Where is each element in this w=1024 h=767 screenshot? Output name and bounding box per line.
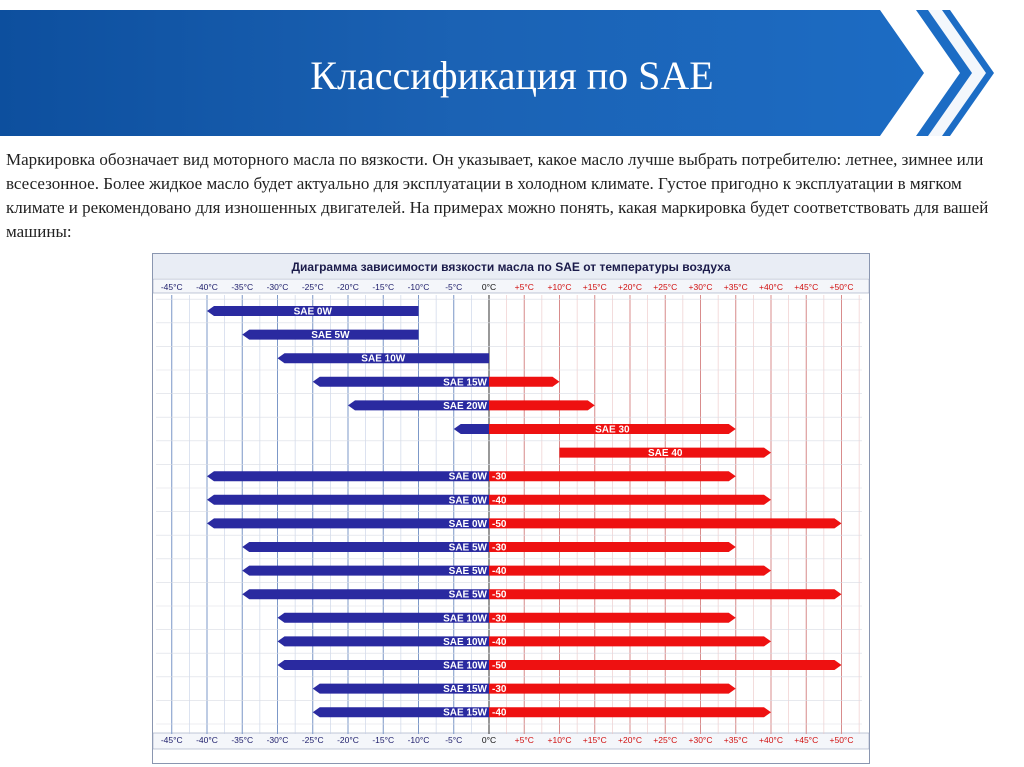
bar-label-winter: SAE 10W [443,660,487,672]
bottom-tick-label: -10°C [407,735,430,745]
bar-warm [489,377,560,387]
top-tick-label: +10°C [547,282,572,292]
bottom-tick-label: +20°C [618,735,642,745]
bar-warm [489,542,736,552]
bottom-tick-label: +35°C [723,735,748,745]
bar-label-winter: SAE 15W [443,377,487,389]
bottom-tick-label: +50°C [829,735,854,745]
top-tick-label: -30°C [266,282,289,292]
bottom-tick-label: -40°C [196,735,218,745]
top-tick-label: 0°C [481,282,497,292]
bar-label-summer: -30 [492,471,507,483]
top-tick-label: +35°C [723,282,748,292]
bottom-tick-label: +15°C [582,735,607,745]
bottom-tick-label: -45°C [160,735,183,745]
top-tick-label: -5°C [445,282,463,292]
top-tick-label: +15°C [582,282,607,292]
bar-cold [207,518,489,528]
bar-label-summer: -30 [492,613,507,625]
bar-warm [489,684,736,694]
bottom-tick-label: +45°C [794,735,819,745]
bar-label-winter: SAE 5W [448,566,487,578]
bottom-tick-label: -35°C [231,735,254,745]
bar-warm [489,495,771,505]
bar-label-summer: -50 [492,589,507,601]
bar-warm [489,636,771,646]
top-tick-label: -10°C [407,282,430,292]
bar-label-winter: SAE 5W [311,330,350,342]
bottom-tick-label: -5°C [445,735,463,745]
bottom-tick-label: -15°C [372,735,395,745]
bar-label-winter: SAE 10W [443,636,487,648]
title-banner [0,10,1024,136]
bar-label-summer: SAE 40 [648,448,683,460]
bar-label-winter: SAE 10W [361,353,406,365]
bottom-tick-label: +10°C [547,735,572,745]
bar-label-summer: -40 [492,636,507,648]
bar-warm [489,471,736,481]
chart-title: Диаграмма зависимости вязкости масла по SAE от температуры воздуха [291,260,731,274]
bar-warm [489,707,771,717]
bottom-tick-label: +5°C [514,735,534,745]
bar-label-summer: -50 [492,660,507,672]
top-tick-label: +30°C [688,282,713,292]
bottom-tick-label: 0°C [481,735,497,745]
bar-cold [207,495,489,505]
top-tick-label: -35°C [231,282,254,292]
bar-warm [489,400,595,410]
bottom-tick-label: -20°C [337,735,359,745]
bar-label-summer: SAE 30 [595,424,630,436]
bar-label-winter: SAE 0W [448,518,487,530]
top-tick-label: -20°C [337,282,359,292]
bar-label-summer: -40 [492,707,507,719]
top-tick-label: -40°C [196,282,218,292]
bar-label-winter: SAE 5W [448,542,487,554]
bar-label-winter: SAE 15W [443,684,487,696]
top-tick-label: +50°C [829,282,854,292]
bar-label-winter: SAE 5W [448,589,487,601]
bottom-tick-label: +30°C [688,735,713,745]
page-title: Классификация по SAE [310,53,714,98]
top-tick-label: +5°C [514,282,534,292]
bar-label-winter: SAE 10W [443,613,487,625]
top-tick-label: -15°C [372,282,395,292]
bottom-tick-label: -25°C [301,735,324,745]
bar-label-summer: -40 [492,495,507,507]
viscosity-chart [152,253,870,764]
bar-warm [489,589,842,599]
top-tick-label: -25°C [301,282,324,292]
top-tick-label: +45°C [794,282,819,292]
chevron-decoration-icon [880,10,1024,136]
bar-warm [489,660,842,670]
intro-paragraph: Маркировка обозначает вид моторного масла по вязкости. Он указывает, какое масло лучше выбрать потребителю: летнее, зимнее или всесезонное. Более жидкое масло будет актуально для эксплуатации в холодном климате. Густое пригодно к эксплуатации в мягком климате и рекомендовано для изношенных двигателей. На примерах можно понять, какая маркировка будет соответствовать для вашей машины: [6,150,989,241]
bar-label-summer: -50 [492,518,507,530]
bar-warm [489,613,736,623]
bar-warm [489,566,771,576]
bar-label-summer: -30 [492,684,507,696]
bar-label-summer: -30 [492,542,507,554]
bar-cold [207,471,489,481]
bar-label-winter: SAE 0W [448,495,487,507]
top-tick-label: +20°C [618,282,642,292]
top-tick-label: +25°C [653,282,678,292]
bar-cold [454,424,489,434]
top-tick-label: +40°C [759,282,783,292]
bar-label-winter: SAE 15W [443,707,487,719]
bar-warm [489,518,842,528]
bar-label-summer: -40 [492,566,507,578]
bar-label-winter: SAE 0W [448,471,487,483]
bar-label-winter: SAE 0W [293,306,332,318]
bottom-tick-label: +25°C [653,735,678,745]
bar-label-winter: SAE 20W [443,400,487,412]
top-tick-label: -45°C [160,282,183,292]
bottom-tick-label: -30°C [266,735,289,745]
bottom-tick-label: +40°C [759,735,783,745]
